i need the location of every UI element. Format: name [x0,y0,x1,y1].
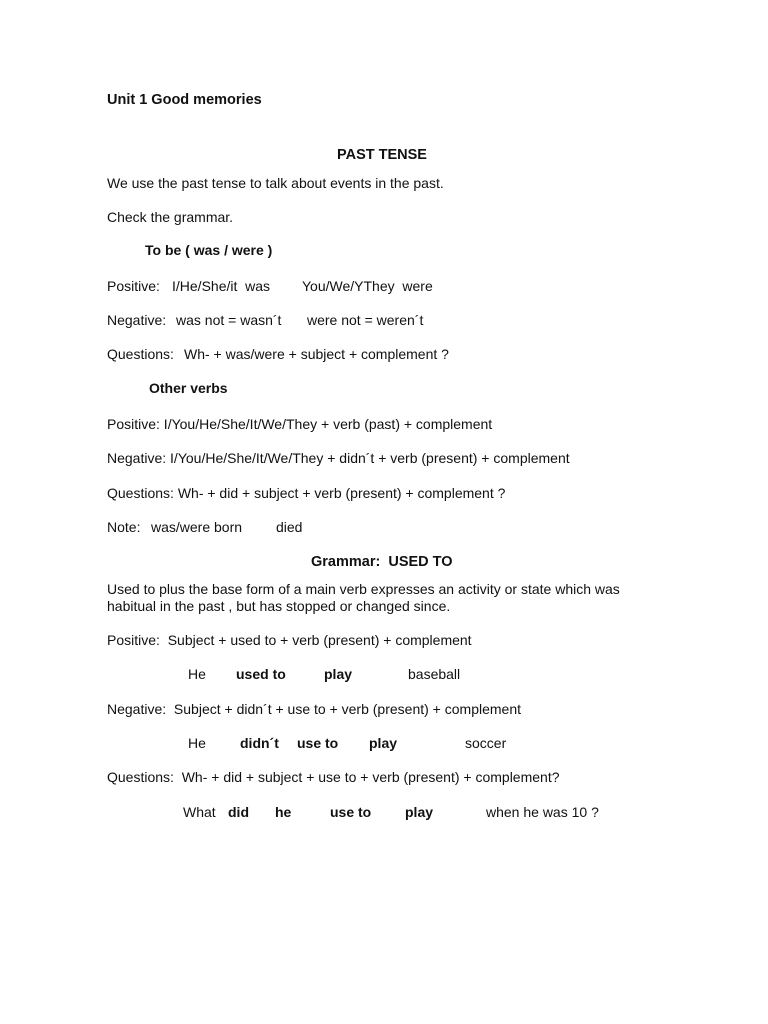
to-be-positive-plural: You/We/YThey were [302,278,433,294]
questions-example-wh: What [183,804,216,820]
negative-example-use-to: use to [297,735,339,751]
note-label: Note: [107,519,141,535]
past-tense-heading: PAST TENSE [337,147,427,163]
positive-example-used-to: used to [236,666,286,682]
used-to-intro-line2: habitual in the past , but has stopped or changed since. [107,598,451,614]
used-to-questions-rule: Questions: Wh- + did + subject + use to + verb (present) + complement? [107,769,560,785]
positive-example-subject: He [188,666,206,682]
to-be-positive-label: Positive: [107,278,160,294]
other-verbs-positive: Positive: I/You/He/She/It/We/They + verb (past) + complement [107,416,493,432]
negative-example-complement: soccer [465,735,507,751]
questions-example-subject: he [275,804,292,820]
negative-example-verb: play [369,735,398,751]
used-to-positive-rule: Positive: Subject + used to + verb (present) + complement [107,632,472,648]
note-born: was/were born [151,519,243,535]
note-died: died [276,519,303,535]
to-be-negative-label: Negative: [107,312,167,328]
positive-example-verb: play [324,666,353,682]
used-to-negative-rule: Negative: Subject + didn´t + use to + verb (present) + complement [107,701,521,717]
to-be-negative-plural: were not = weren´t [307,312,424,328]
used-to-intro-line1: Used to plus the base form of a main verb expresses an activity or state which was [107,581,620,597]
to-be-negative-singular: was not = wasn´t [176,312,282,328]
questions-example-complement: when he was 10 ? [486,804,599,820]
negative-example-subject: He [188,735,206,751]
past-tense-intro: We use the past tense to talk about events in the past. [107,175,444,191]
questions-example-use-to: use to [330,804,372,820]
unit-title: Unit 1 Good memories [107,92,262,108]
to-be-positive-singular: I/He/She/it was [172,278,271,294]
to-be-heading: To be ( was / were ) [145,242,273,258]
check-grammar-text: Check the grammar. [107,209,234,225]
other-verbs-heading: Other verbs [149,380,228,396]
other-verbs-questions: Questions: Wh- + did + subject + verb (present) + complement ? [107,485,506,501]
negative-example-didnt: didn´t [240,735,279,751]
used-to-heading: Grammar: USED TO [311,554,453,570]
questions-example-verb: play [405,804,434,820]
positive-example-complement: baseball [408,666,461,682]
to-be-questions-rule: Wh- + was/were + subject + complement ? [184,346,449,362]
to-be-questions-label: Questions: [107,346,174,362]
questions-example-did: did [228,804,249,820]
other-verbs-negative: Negative: I/You/He/She/It/We/They + didn´t + verb (present) + complement [107,450,570,466]
